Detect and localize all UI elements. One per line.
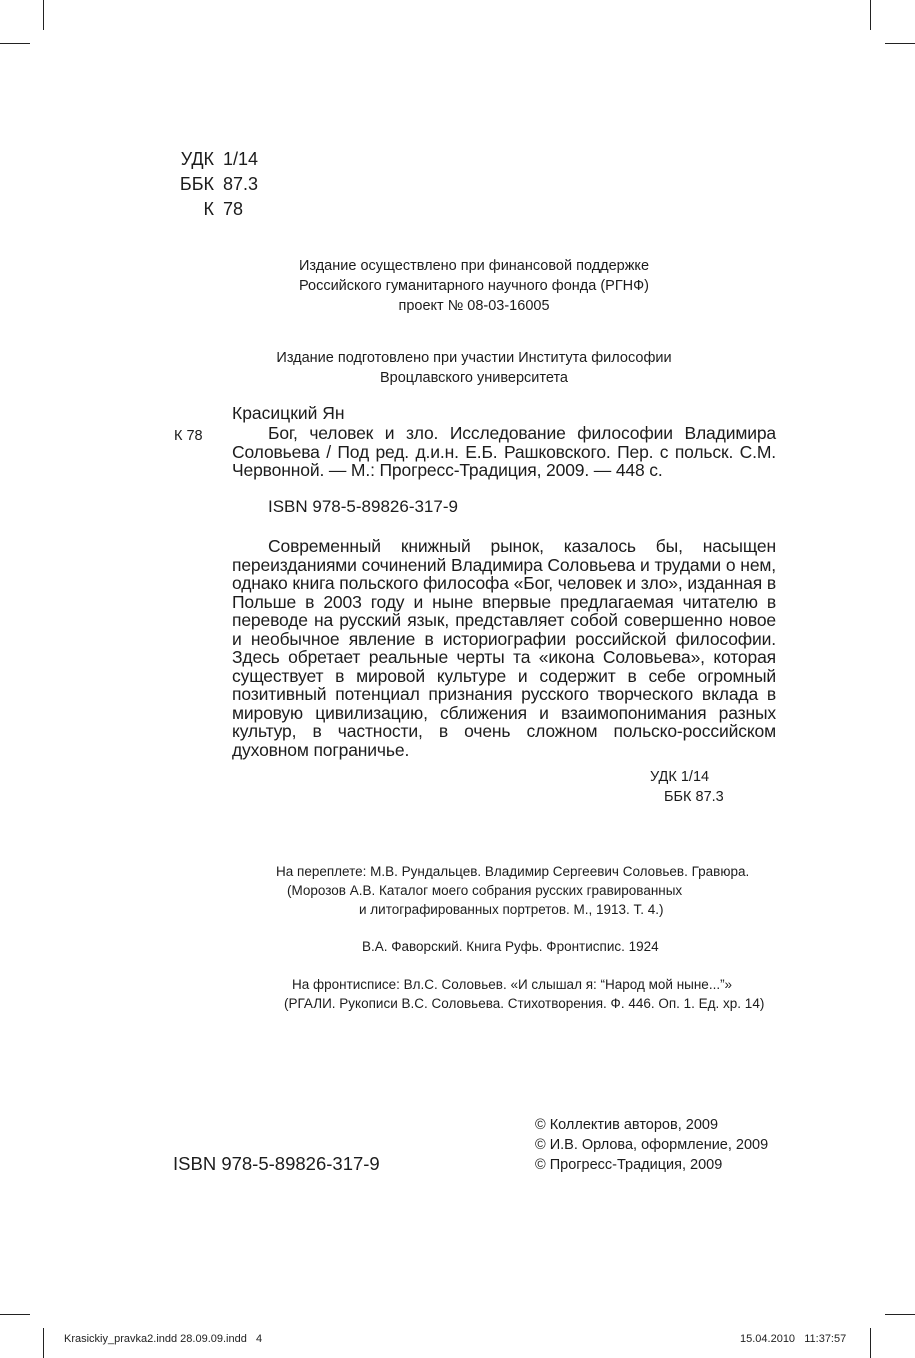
funding-line: Издание осуществлено при финансовой поддержке — [298, 258, 650, 274]
institute-line: Издание подготовлено при участии Института философии — [276, 350, 672, 366]
funding-line: проект № 08-03-16005 — [398, 298, 550, 314]
copyright-block — [535, 1115, 768, 1175]
slug-file: Krasickiy_pravka2.indd 28.09.09.indd 4 — [64, 1333, 263, 1345]
binding-credit-line: На переплете: М.В. Рундальцев. Владимир Сергеевич Соловьев. Гравюра. — [276, 864, 750, 879]
crop-mark-top-left-vertical — [43, 0, 44, 30]
institute-line: Вроцлавского университета — [379, 370, 569, 386]
favorsky-credit: В.А. Фаворский. Книга Руфь. Фронтиспис. 1924 — [362, 939, 659, 954]
classification-label: ББК — [179, 174, 214, 194]
bib-description: Бог, человек и зло. Исследование философии Владимира Соловьева / Под ред. д.и.н. Е.Б. Рашковского. Пер. с польск. С.М. Червонной. — М.: Прогресс-Традиция, 2009. — 448 с. — [232, 423, 776, 480]
classification-label: К — [203, 199, 214, 219]
classification-author-mark — [172, 197, 258, 222]
classification-block — [172, 147, 258, 222]
classification-label: УДК — [180, 149, 214, 169]
slug-datetime: 15.04.2010 11:37:57 — [740, 1333, 847, 1345]
crop-mark-bottom-right-vertical — [870, 1328, 871, 1358]
copyright-line: © И.В. Орлова, оформление, 2009 — [535, 1137, 769, 1153]
classification-value: 78 — [223, 199, 244, 219]
abstract-paragraph: Современный книжный рынок, казалось бы, насыщен переизданиями сочинений Владимира Соловьева и трудами о нем, однако книга польского философа «Бог, человек и зло», изданная в Польше в 2003 году и ныне впервые предлагаемая читателю в переводе на русский язык, представляет собой совершенно новое и необычное явление в историографии российской философии. Здесь обретает реальные черты та «икона Соловьева», которая существует в мировой культуре и содержит в себе огромный позитивный потенциал признания русского творческого вклада в мировую цивилизацию, сближения и взаимопонимания разных культур, в частности, в очень сложном польско-российском духовном пограничье. — [232, 536, 776, 760]
abstract-udk: УДК 1/14 — [650, 769, 710, 785]
classification-value: 1/14 — [223, 149, 259, 169]
copyright-line: © Прогресс-Традиция, 2009 — [535, 1157, 723, 1173]
crop-mark-top-left-horizontal — [0, 43, 30, 44]
bib-code: К 78 — [174, 428, 203, 444]
frontispiece-credit-line: (РГАЛИ. Рукописи В.С. Соловьева. Стихотворения. Ф. 446. Оп. 1. Ед. хр. 14) — [284, 996, 765, 1011]
isbn-bottom: ISBN 978-5-89826-317-9 — [173, 1153, 380, 1174]
frontispiece-credit-line: На фронтисписе: Вл.С. Соловьев. «И слышал я: “Народ мой ныне...”» — [292, 977, 733, 992]
copyright-line: © Коллектив авторов, 2009 — [535, 1117, 719, 1133]
binding-credit-line: и литографированных портретов. М., 1913. Т. 4.) — [359, 902, 664, 917]
abstract-bbk: ББК 87.3 — [664, 789, 724, 805]
binding-credit-line: (Морозов А.В. Каталог моего собрания русских гравированных — [287, 883, 683, 898]
classification-bbk — [172, 172, 258, 197]
crop-mark-bottom-left-vertical — [43, 1328, 44, 1358]
crop-mark-bottom-right-horizontal — [885, 1314, 915, 1315]
funding-note — [232, 256, 716, 316]
funding-line: Российского гуманитарного научного фонда (РГНФ) — [298, 278, 650, 294]
classification-value: 87.3 — [223, 174, 259, 194]
crop-mark-bottom-left-horizontal — [0, 1314, 30, 1315]
bib-isbn: ISBN 978-5-89826-317-9 — [268, 497, 458, 516]
crop-mark-top-right-vertical — [870, 0, 871, 30]
classification-udk — [172, 147, 258, 172]
bib-author: Красицкий Ян — [232, 403, 345, 423]
crop-mark-top-right-horizontal — [885, 43, 915, 44]
institute-note — [232, 348, 716, 388]
